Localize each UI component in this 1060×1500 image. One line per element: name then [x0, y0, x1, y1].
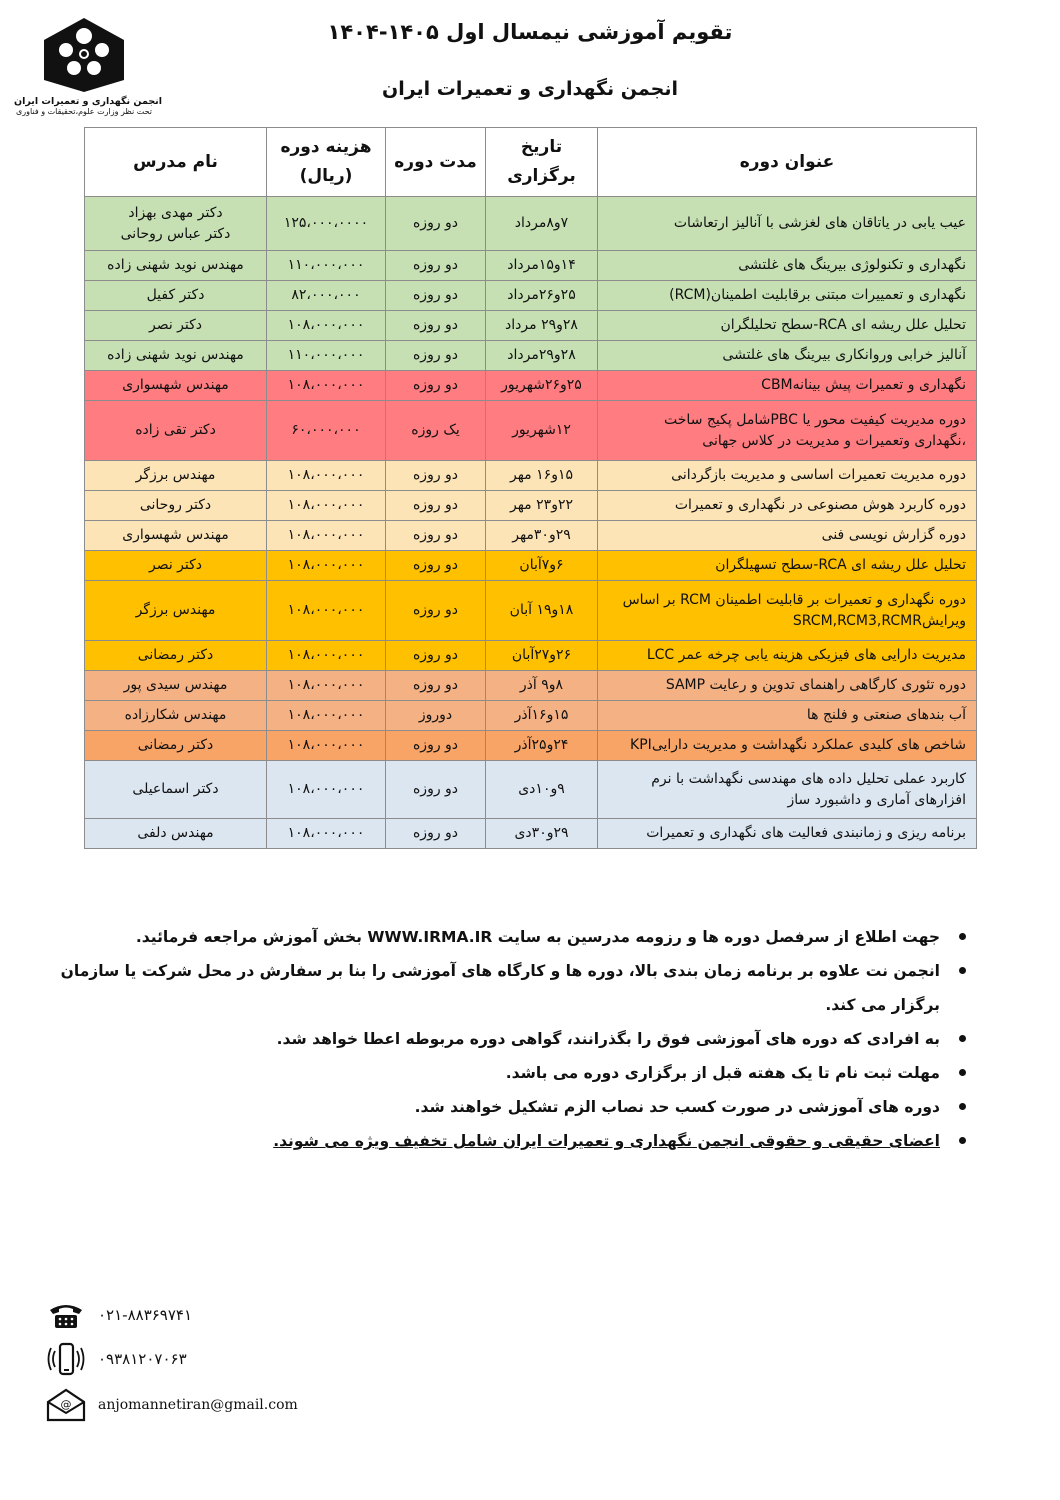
- header-date: [486, 128, 598, 197]
- teacher-cell-text: مهندس سیدی پور: [123, 677, 228, 694]
- teacher-cell: [85, 761, 267, 819]
- duration-cell: [386, 671, 486, 701]
- date-cell: [486, 761, 598, 819]
- table-row: [85, 251, 977, 281]
- cost-cell-text: ۱۱۰،۰۰۰،۰۰۰: [287, 347, 365, 364]
- cost-cell: [267, 761, 386, 819]
- date-cell-text: ۲۹و۳۰دی: [514, 825, 569, 842]
- table-row: [85, 461, 977, 491]
- teacher-cell-text: دکتر رمضانی: [137, 737, 214, 754]
- course-title-cell: [598, 701, 977, 731]
- date-cell-text: ۱۲شهریور: [512, 422, 571, 439]
- course-title-cell: [598, 371, 977, 401]
- course-title-cell: [598, 671, 977, 701]
- cost-cell: [267, 371, 386, 401]
- table-row: [85, 671, 977, 701]
- table-row: [85, 311, 977, 341]
- teacher-cell: [85, 581, 267, 641]
- teacher-cell: [85, 281, 267, 311]
- cost-cell-text: ۱۰۸،۰۰۰،۰۰۰: [287, 467, 365, 484]
- course-title-cell-text: تحلیل علل ریشه ای RCA-سطح تحلیلگران: [720, 317, 966, 334]
- email-address: anjomannetiran@gmail.com: [98, 1397, 298, 1413]
- duration-cell-text: دو روزه: [412, 527, 459, 544]
- header-cost-line1: هزینه دوره: [280, 137, 372, 158]
- teacher-cell-text: دکتر اسماعیلی: [132, 781, 219, 798]
- teacher-cell: [85, 671, 267, 701]
- note-item: [60, 1022, 940, 1056]
- table-row: [85, 371, 977, 401]
- table-row: [85, 341, 977, 371]
- cost-cell-text: ۱۰۸،۰۰۰،۰۰۰: [287, 527, 365, 544]
- duration-cell: [386, 701, 486, 731]
- course-title-cell-text: دوره نگهداری و تعمیرات بر قابلیت اطمینان RCM بر اساس: [622, 592, 966, 609]
- date-cell: [486, 671, 598, 701]
- course-title-cell-text: دوره تئوری کارگاهی راهنمای تدوین و رعایت SAMP: [665, 677, 966, 694]
- cost-cell: [267, 461, 386, 491]
- cost-cell-text: ۱۰۸،۰۰۰،۰۰۰: [287, 781, 365, 798]
- course-title-cell: [598, 281, 977, 311]
- duration-cell: [386, 731, 486, 761]
- duration-cell-text: دو روزه: [412, 825, 459, 842]
- page-title: تقویم آموزشی نیمسال اول ۱۴۰۵-۱۴۰۴: [327, 20, 733, 44]
- date-cell: [486, 551, 598, 581]
- duration-cell: [386, 491, 486, 521]
- course-title-cell-text: دوره کاربرد هوش مصنوعی در نگهداری و تعمیرات: [674, 497, 966, 514]
- header-cost: [267, 128, 386, 197]
- date-cell-text: ۱۵و۱۶ مهر: [510, 467, 573, 484]
- duration-cell: [386, 761, 486, 819]
- course-title-cell-text: شاخص های کلیدی عملکرد نگهداشت و مدیریت داراییKPI: [630, 737, 966, 754]
- teacher-cell-text: مهندس برزگر: [135, 602, 216, 619]
- cost-cell-text: ۱۰۸،۰۰۰،۰۰۰: [287, 557, 365, 574]
- teacher-cell: [85, 371, 267, 401]
- note-item: [60, 1124, 940, 1158]
- phone-number: ۰۲۱-۸۸۳۶۹۷۴۱: [98, 1306, 193, 1324]
- course-title-cell: [598, 521, 977, 551]
- course-title-cell-text: عیب یابی در یاتاقان های لغزشی با آنالیز ارتعاشات: [673, 215, 966, 232]
- cost-cell: [267, 641, 386, 671]
- contact-email-row: [44, 1386, 298, 1424]
- duration-cell: [386, 281, 486, 311]
- page-subtitle: انجمن نگهداری و تعمیرات ایران: [382, 78, 678, 100]
- teacher-cell-text: مهندس برزگر: [135, 467, 216, 484]
- date-cell-text: ۲۴و۲۵آذر: [514, 737, 569, 754]
- date-cell-text: ۱۵و۱۶آذر: [514, 707, 569, 724]
- date-cell: [486, 731, 598, 761]
- contact-mobile-row: [44, 1340, 187, 1378]
- note-1: جهت اطلاع از سرفصل دوره ها و رزومه مدرسین به سایت WWW.IRMA.IR بخش آموزش مراجعه فرمائید.: [135, 928, 940, 946]
- date-cell-text: ۹و۱۰دی: [518, 781, 565, 798]
- notes-list: [60, 920, 970, 1158]
- duration-cell-text: دو روزه: [412, 257, 459, 274]
- teacher-cell: [85, 311, 267, 341]
- teacher-cell-text: مهندس دلفی: [137, 825, 214, 842]
- duration-cell: [386, 401, 486, 461]
- duration-cell: [386, 581, 486, 641]
- course-title-cell-text: آنالیز خرابی وروانکاری بیرینگ های غلتشی: [722, 347, 966, 364]
- date-cell-text: ۲۹و۳۰مهر: [512, 527, 571, 544]
- date-cell: [486, 701, 598, 731]
- duration-cell-text: دو روزه: [412, 737, 459, 754]
- cost-cell-text: ۸۲،۰۰۰،۰۰۰: [291, 287, 361, 304]
- table-row: [85, 731, 977, 761]
- teacher-cell-text: دکتر رمضانی: [137, 647, 214, 664]
- cost-cell: [267, 341, 386, 371]
- date-cell-text: ۲۵و۲۶شهریور: [501, 377, 582, 394]
- cost-cell-text: ۱۰۸،۰۰۰،۰۰۰: [287, 377, 365, 394]
- table-row: [85, 197, 977, 251]
- teacher-cell-text: دکتر مهدی بهزاد: [128, 205, 223, 222]
- note-6: اعضای حقیقی و حقوقی انجمن نگهداری و تعمیرات ایران شامل تخفیف ویژه می شوند.: [273, 1132, 940, 1150]
- teacher-cell-text: مهندس نوید شهنی زاده: [107, 257, 244, 274]
- table-row: [85, 521, 977, 551]
- note-2: انجمن نت علاوه بر برنامه زمان بندی بالا، دوره ها و کارگاه های آموزشی را بنا بر سفارش در محل شرکت یا سازمان برگزار می کند.: [60, 962, 940, 1014]
- note-item: [60, 1090, 940, 1124]
- duration-cell: [386, 551, 486, 581]
- table-row: [85, 281, 977, 311]
- cost-cell: [267, 401, 386, 461]
- cost-cell: [267, 281, 386, 311]
- teacher-cell: [85, 341, 267, 371]
- cost-cell: [267, 731, 386, 761]
- course-title-cell: [598, 581, 977, 641]
- course-title-cell: [598, 251, 977, 281]
- cost-cell-text: ۱۰۸،۰۰۰،۰۰۰: [287, 825, 365, 842]
- table-row: [85, 761, 977, 819]
- note-4: مهلت ثبت نام تا یک هفته قبل از برگزاری دوره می باشد.: [505, 1064, 940, 1082]
- header-course: عنوان دوره: [598, 128, 977, 197]
- cost-cell-text: ۱۰۸،۰۰۰،۰۰۰: [287, 497, 365, 514]
- date-cell: [486, 251, 598, 281]
- cost-cell-text: ۱۰۸،۰۰۰،۰۰۰: [287, 647, 365, 664]
- course-title-cell-text: دوره گزارش نویسی فنی: [821, 527, 966, 544]
- course-title-cell: [598, 761, 977, 819]
- teacher-cell-text: مهندس شکارزاده: [124, 707, 227, 724]
- cost-cell-text: ۱۰۸،۰۰۰،۰۰۰: [287, 737, 365, 754]
- teacher-cell: [85, 819, 267, 849]
- cost-cell-text: ۱۰۸،۰۰۰،۰۰۰: [287, 602, 365, 619]
- duration-cell: [386, 819, 486, 849]
- cost-cell-text: ۱۲۵،۰۰۰،۰۰۰۰: [283, 215, 369, 232]
- cost-cell: [267, 197, 386, 251]
- course-title-cell-text: نگهداری و تعمییرات مبتنی برقابلیت اطمینان(RCM): [669, 287, 966, 304]
- date-cell-text: ۱۸و۱۹ آبان: [509, 602, 574, 619]
- course-title-cell-text: تحلیل علل ریشه ای RCA-سطح تسهیلگران: [715, 557, 966, 574]
- duration-cell: [386, 371, 486, 401]
- cost-cell-text: ۱۰۸،۰۰۰،۰۰۰: [287, 707, 365, 724]
- telephone-icon: [44, 1296, 88, 1334]
- course-title-cell-text-2: ویرایشSRCM,RCM3,RCMR: [792, 612, 966, 629]
- table-header-row: [85, 128, 977, 197]
- header-duration: مدت دوره: [386, 128, 486, 197]
- table-row: [85, 641, 977, 671]
- duration-cell-text: دو روزه: [412, 602, 459, 619]
- duration-cell: [386, 521, 486, 551]
- teacher-cell: [85, 491, 267, 521]
- date-cell: [486, 641, 598, 671]
- course-title-cell: [598, 551, 977, 581]
- date-cell-text: ۱۴و۱۵مرداد: [507, 257, 576, 274]
- duration-cell-text: دو روزه: [412, 647, 459, 664]
- date-cell: [486, 371, 598, 401]
- cost-cell: [267, 671, 386, 701]
- cost-cell: [267, 521, 386, 551]
- duration-cell: [386, 251, 486, 281]
- table-row: [85, 581, 977, 641]
- note-5: دوره های آموزشی در صورت کسب حد نصاب الزم تشکیل خواهند شد.: [414, 1098, 940, 1116]
- teacher-cell-text: مهندس شهسواری: [122, 527, 229, 544]
- cost-cell: [267, 491, 386, 521]
- logo-line1: انجمن نگهداری و تعمیرات ایران: [14, 96, 162, 107]
- course-title-cell-text: نگهداری و تعمیرات پیش بینانهCBM: [761, 377, 966, 394]
- date-cell: [486, 491, 598, 521]
- date-cell: [486, 341, 598, 371]
- date-cell-text: ۲۵و۲۶مرداد: [507, 287, 576, 304]
- duration-cell: [386, 641, 486, 671]
- duration-cell-text: دو روزه: [412, 215, 459, 232]
- teacher-cell-text: دکتر نصر: [148, 557, 203, 574]
- teacher-cell-text: مهندس نوید شهنی زاده: [107, 347, 244, 364]
- teacher-cell: [85, 251, 267, 281]
- duration-cell-text: دو روزه: [412, 557, 459, 574]
- duration-cell-text: دوروز: [418, 707, 453, 724]
- date-cell: [486, 461, 598, 491]
- header-cost-line2: (ریال): [299, 166, 353, 186]
- duration-cell-text: دو روزه: [412, 287, 459, 304]
- cost-cell-text: ۱۰۸،۰۰۰،۰۰۰: [287, 317, 365, 334]
- course-title-cell: [598, 731, 977, 761]
- teacher-cell: [85, 461, 267, 491]
- date-cell: [486, 197, 598, 251]
- teacher-cell-text: دکتر تقی زاده: [135, 422, 216, 439]
- course-title-cell: [598, 819, 977, 849]
- logo-line2: تحت نظر وزارت علوم،تحقیقات و فناوری: [16, 107, 152, 116]
- cost-cell: [267, 819, 386, 849]
- cost-cell-text: ۱۱۰،۰۰۰،۰۰۰: [287, 257, 365, 274]
- course-title-cell: [598, 311, 977, 341]
- contact-phone-row: [44, 1296, 192, 1334]
- duration-cell-text: دو روزه: [412, 377, 459, 394]
- duration-cell-text: دو روزه: [412, 677, 459, 694]
- table-row: [85, 491, 977, 521]
- course-title-cell-text: دوره مدیریت کیفیت محور یا PBCشامل پکیج ساخت: [664, 412, 966, 429]
- duration-cell: [386, 461, 486, 491]
- date-cell: [486, 311, 598, 341]
- cost-cell: [267, 551, 386, 581]
- course-title-cell: [598, 197, 977, 251]
- cost-cell: [267, 311, 386, 341]
- duration-cell-text: دو روزه: [412, 317, 459, 334]
- duration-cell-text: دو روزه: [412, 497, 459, 514]
- mobile-phone-icon: [44, 1340, 88, 1378]
- table-row: [85, 701, 977, 731]
- cost-cell: [267, 701, 386, 731]
- course-calendar-table: [84, 127, 977, 849]
- date-cell-text: ۲۶و۲۷آبان: [511, 647, 572, 664]
- teacher-cell: [85, 701, 267, 731]
- cost-cell: [267, 251, 386, 281]
- duration-cell-text: یک روزه: [411, 422, 460, 439]
- date-cell-text: ۶و۷آبان: [519, 557, 564, 574]
- teacher-cell: [85, 641, 267, 671]
- course-title-cell: [598, 401, 977, 461]
- cost-cell: [267, 581, 386, 641]
- teacher-cell: [85, 731, 267, 761]
- header-date-line2: برگزاری: [507, 166, 576, 186]
- cost-cell-text: ۶۰،۰۰۰،۰۰۰: [291, 422, 361, 439]
- table-row: [85, 401, 977, 461]
- duration-cell: [386, 311, 486, 341]
- course-title-cell-text: کاربرد عملی تحلیل داده های مهندسی نگهداشت با نرم: [651, 771, 966, 788]
- duration-cell: [386, 197, 486, 251]
- course-title-cell-text-2: افزارهای آماری و داشبورد ساز: [787, 791, 966, 808]
- teacher-cell-text-2: دکتر عباس روحانی: [120, 225, 231, 242]
- date-cell: [486, 521, 598, 551]
- course-title-cell-text-2: ،نگهداری وتعمیرات و مدیریت در کلاس جهانی: [702, 432, 966, 449]
- course-title-cell-text: آب بندهای صنعتی و فلنج ها: [806, 707, 966, 724]
- course-title-cell-text: نگهداری و تکنولوژی بیرینگ های غلتشی: [738, 257, 966, 274]
- teacher-cell: [85, 521, 267, 551]
- course-title-cell: [598, 341, 977, 371]
- date-cell-text: ۲۲و۲۳ مهر: [510, 497, 573, 514]
- date-cell: [486, 281, 598, 311]
- duration-cell-text: دو روزه: [412, 781, 459, 798]
- date-cell-text: ۲۸و۲۹مرداد: [507, 347, 576, 364]
- email-envelope-icon: [44, 1386, 88, 1424]
- teacher-cell-text: دکتر نصر: [148, 317, 203, 334]
- date-cell-text: ۷و۸مرداد: [514, 215, 569, 232]
- teacher-cell: [85, 197, 267, 251]
- course-title-cell-text: برنامه ریزی و زمانبندی فعالیت های نگهداری و تعمیرات: [646, 825, 966, 842]
- table-row: [85, 551, 977, 581]
- teacher-cell-text: دکتر روحانی: [139, 497, 212, 514]
- course-title-cell-text: مدیریت دارایی های فیزیکی هزینه یابی چرخه عمر LCC: [646, 647, 966, 664]
- cost-cell-text: ۱۰۸،۰۰۰،۰۰۰: [287, 677, 365, 694]
- course-title-cell: [598, 491, 977, 521]
- duration-cell-text: دو روزه: [412, 467, 459, 484]
- teacher-cell: [85, 551, 267, 581]
- date-cell: [486, 819, 598, 849]
- mobile-number: ۰۹۳۸۱۲۰۷۰۶۳: [98, 1350, 187, 1368]
- course-title-cell: [598, 461, 977, 491]
- note-3: به افرادی که دوره های آموزشی فوق را بگذرانند، گواهی دوره مربوطه اعطا خواهد شد.: [276, 1030, 940, 1048]
- header-teacher: نام مدرس: [85, 128, 267, 197]
- date-cell: [486, 401, 598, 461]
- teacher-cell: [85, 401, 267, 461]
- header-date-line1: تاریخ: [520, 137, 563, 158]
- table-row: [85, 819, 977, 849]
- note-item: [60, 954, 940, 1022]
- course-title-cell-text: دوره مدیریت تعمیرات اساسی و مدیریت بازگردانی: [671, 467, 966, 484]
- date-cell-text: ۸و۹ آذر: [519, 677, 564, 694]
- note-item: [60, 920, 940, 954]
- date-cell-text: ۲۸و۲۹ مرداد: [505, 317, 578, 334]
- course-title-cell: [598, 641, 977, 671]
- teacher-cell-text: مهندس شهسواری: [122, 377, 229, 394]
- teacher-cell-text: دکتر کفیل: [146, 287, 205, 304]
- duration-cell-text: دو روزه: [412, 347, 459, 364]
- svg-text:@: @: [60, 1398, 72, 1411]
- date-cell: [486, 581, 598, 641]
- duration-cell: [386, 341, 486, 371]
- note-item: [60, 1056, 940, 1090]
